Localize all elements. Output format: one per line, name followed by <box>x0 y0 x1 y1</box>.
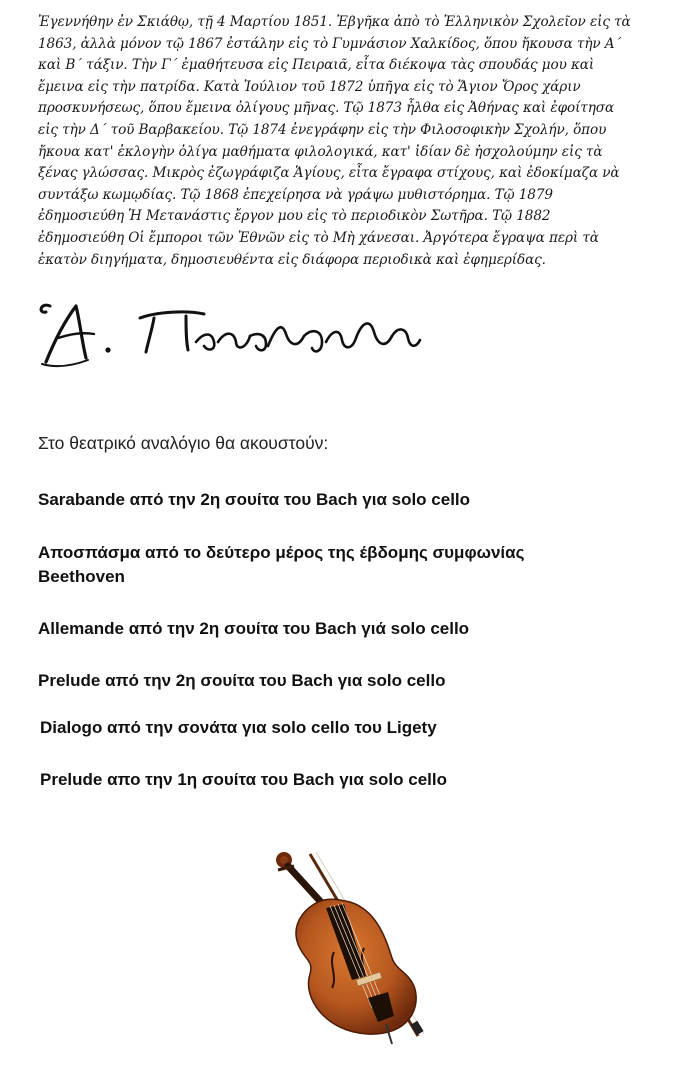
biography-line: συντάξω κωμῳδίας. Τῷ 1868 ἐπεχείρησα νὰ γράψω μυθιστόρημα. Τῷ 1879 <box>38 186 553 203</box>
biography-line: ἔμεινα εἰς τὴν πατρίδα. Κατὰ Ἰούλιον τοῦ 1872 ὑπῆγα εἰς τὸ Ἅγιον Ὄρος χάριν <box>38 78 581 95</box>
biography-line: Ἐγεννήθην ἐν Σκιάθῳ, τῇ 4 Μαρτίου 1851. Ἐβγῆκα ἀπὸ τὸ Ἑλληνικὸν Σχολεῖον εἰς τὰ <box>38 14 631 30</box>
program-item <box>38 617 658 641</box>
biography-text <box>38 12 650 271</box>
program-item-title: Dialogo από την σονάτα για solo cello του Ligety <box>40 718 437 737</box>
program-item-title: Allemande από την 2η σουίτα του Bach γιά solo cello <box>38 619 470 638</box>
program-item <box>40 716 660 740</box>
program-item <box>40 768 660 792</box>
program-intro: Στο θεατρικό αναλόγιο θα ακουστούν: <box>38 433 329 453</box>
cello-with-bow-icon <box>268 848 448 1048</box>
program-item-title-continued: Beethoven <box>38 567 125 586</box>
biography-line: 1863, ἀλλὰ μόνον τῷ 1867 ἐστάλην εἰς τὸ Γυμνάσιον Χαλκίδος, ὅπου ἤκουσα τὴν Α΄ <box>38 35 622 52</box>
biography-line: ἑκατὸν διηγήματα, δημοσιευθέντα εἰς διάφορα περιοδικὰ καὶ ἐφημερίδας. <box>38 251 546 268</box>
biography-line: ἐδημοσιεύθη Ἡ Μετανάστις ἔργον μου εἰς τὸ περιοδικὸν Σωτῆρα. Τῷ 1882 <box>38 208 551 225</box>
program-item-title: Sarabande από την 2η σουίτα του Bach για solo cello <box>38 490 471 509</box>
program-item <box>38 541 658 589</box>
biography-line: ἐδημοσιεύθη Οἱ ἔμποροι τῶν Ἐθνῶν εἰς τὸ Μὴ χάνεσαι. Ἀργότερα ἔγραψα περὶ τὰ <box>38 229 599 246</box>
biography-line: ξένας γλώσσας. Μικρὸς ἐζωγράφιζα Ἁγίους, εἶτα ἔγραφα στίχους, καὶ ἐδοκίμαζα νὰ <box>38 165 620 182</box>
program-item-title: Prelude από την 2η σουίτα του Bach για solo cello <box>38 671 446 690</box>
biography-line: ἤκουα κατ' ἐκλογὴν ὀλίγα μαθήματα φιλολογικά, κατ' ἰδίαν δὲ ἠσχολούμην εἰς τὰ <box>38 143 603 160</box>
biography-line: προσκυνήσεως, ὅπου ἔμεινα ὀλίγους μῆνας. Τῷ 1873 ἦλθα εἰς Ἀθήνας καὶ ἐφοίτησα <box>38 100 615 117</box>
biography-line: καὶ Β΄ τάξιν. Τὴν Γ΄ ἐμαθήτευσα εἰς Πειραιᾶ, εἶτα διέκοψα τὰς σπουδάς μου καὶ <box>38 57 595 74</box>
program-item-title: Prelude απο την 1η σουίτα του Bach για solo cello <box>40 770 447 789</box>
biography-line: εἰς τὴν Δ΄ τοῦ Βαρβακείου. Τῷ 1874 ἐνεγράφην εἰς τὴν Φιλοσοφικὴν Σχολήν, ὅπου <box>38 121 607 138</box>
signature <box>36 292 426 372</box>
program-item-title: Αποσπάσμα από το δεύτερο μέρος της έβδομης συμφωνίας <box>38 543 525 562</box>
program-item <box>38 669 658 693</box>
program-item <box>38 488 658 512</box>
